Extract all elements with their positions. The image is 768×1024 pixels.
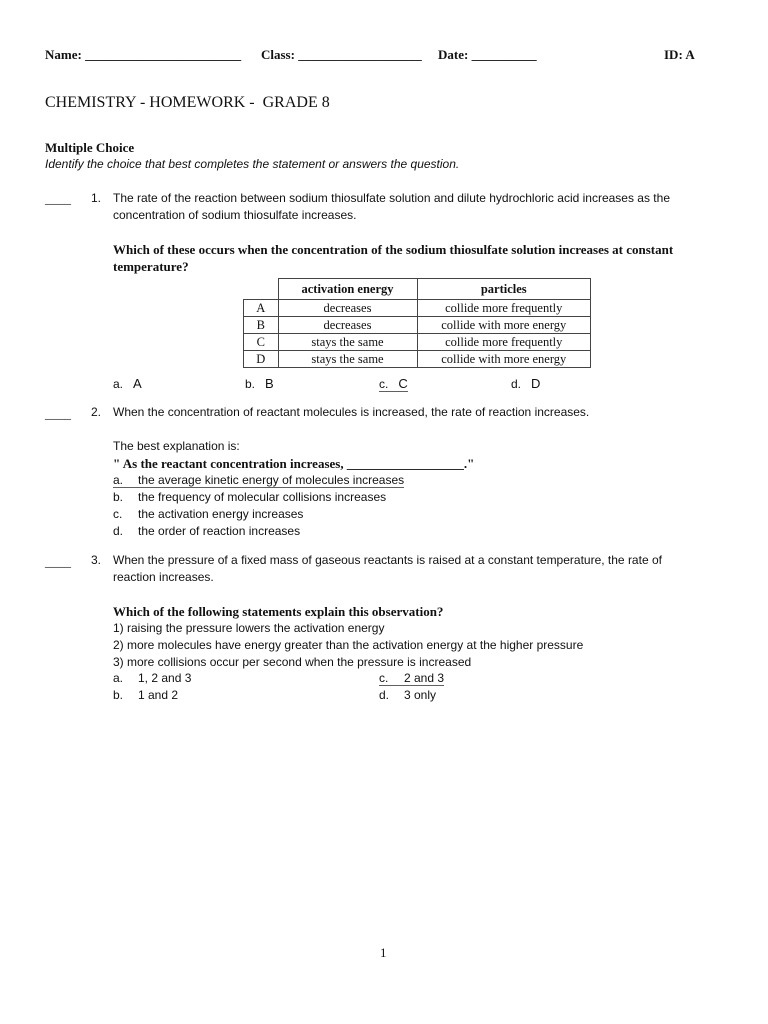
choice-c xyxy=(379,376,408,391)
question-number: 1. xyxy=(91,191,102,205)
choice-text: C xyxy=(398,376,408,391)
table-cell: collide with more energy xyxy=(417,317,591,334)
statement-item: 2) more molecules have energy greater than the activation energy at the higher pressure xyxy=(113,638,584,652)
choice-letter: b. xyxy=(245,377,256,391)
choice-letter: a. xyxy=(113,473,124,487)
page-number: 1 xyxy=(380,945,387,960)
table-row xyxy=(244,317,591,334)
question-stem: When the concentration of reactant molecules is increased, the rate of reaction increases. xyxy=(113,405,590,419)
table-cell: stays the same xyxy=(278,351,417,368)
choice-a xyxy=(113,376,142,391)
question-prompt: Which of the following statements explain this observation? xyxy=(113,604,444,619)
choice-text: 2 and 3 xyxy=(404,671,445,685)
statement-item: 1) raising the pressure lowers the activation energy xyxy=(113,621,385,635)
prompt-line: Which of these occurs when the concentration of the sodium thiosulfate solution increases at constant xyxy=(113,242,674,257)
choice-letter: a. xyxy=(113,377,124,391)
table-row xyxy=(244,334,591,351)
choice-a xyxy=(113,670,191,687)
table-cell: B xyxy=(244,317,279,334)
id-label: ID: xyxy=(664,47,683,62)
section-instructions: Identify the choice that best completes the statement or answers the question. xyxy=(45,157,460,171)
stem-line: When the pressure of a fixed mass of gaseous reactants is raised at a constant temperature, the rate of xyxy=(113,553,662,567)
choice-c xyxy=(379,670,444,687)
answer-marked xyxy=(379,671,444,686)
statement-item: 3) more collisions occur per second when the pressure is increased xyxy=(113,655,472,669)
name-label: Name: xyxy=(45,47,82,62)
date-label: Date: xyxy=(438,47,469,62)
table-cell: C xyxy=(244,334,279,351)
table-cell: A xyxy=(244,300,279,317)
choice-text: the frequency of molecular collisions increases xyxy=(138,490,387,504)
table-cell: stays the same xyxy=(278,334,417,351)
options-table xyxy=(243,278,591,368)
page-title: CHEMISTRY - HOMEWORK - GRADE 8 xyxy=(45,94,330,111)
choice-b xyxy=(113,687,178,704)
table-header-cell: particles xyxy=(417,279,591,300)
statement-list xyxy=(113,620,583,671)
choice-text: 1 and 2 xyxy=(138,688,179,702)
section-heading: Multiple Choice xyxy=(45,140,135,155)
table-header-row xyxy=(244,279,591,300)
table-row xyxy=(244,300,591,317)
choice-d xyxy=(511,376,540,391)
answer-marked xyxy=(113,473,404,488)
table-row xyxy=(244,351,591,368)
question-stem xyxy=(113,190,670,224)
choice-d xyxy=(113,523,300,540)
table-cell: D xyxy=(244,351,279,368)
choice-letter: a. xyxy=(113,671,124,685)
choice-letter: d. xyxy=(379,688,390,702)
question-prompt xyxy=(113,241,673,275)
choice-text: B xyxy=(265,376,274,391)
stem-line: The rate of the reaction between sodium thiosulfate solution and dilute hydrochloric acid increases as the xyxy=(113,191,670,205)
table-cell: collide more frequently xyxy=(417,334,591,351)
answer-blank: ____ xyxy=(45,554,71,569)
choice-letter: d. xyxy=(113,524,124,538)
answer-blank: ____ xyxy=(45,406,71,421)
class-label: Class: xyxy=(261,47,295,62)
explanation-intro: The best explanation is: xyxy=(113,439,240,453)
id-value: A xyxy=(685,47,695,62)
name-blank: ________________________ xyxy=(85,47,242,62)
choice-b xyxy=(113,489,386,506)
prompt-line: temperature? xyxy=(113,259,189,274)
choice-text: 1, 2 and 3 xyxy=(138,671,192,685)
choice-text: the activation energy increases xyxy=(138,507,304,521)
choice-c xyxy=(113,506,303,523)
date-blank: __________ xyxy=(471,47,537,62)
table-cell: collide with more energy xyxy=(417,351,591,368)
choice-text: 3 only xyxy=(404,688,437,702)
stem-line: reaction increases. xyxy=(113,570,214,584)
question-number: 2. xyxy=(91,405,102,419)
choice-text: A xyxy=(133,376,142,391)
explanation-prompt: " As the reactant concentration increases, __________________." xyxy=(113,456,475,471)
choice-letter: d. xyxy=(511,377,522,391)
question-number: 3. xyxy=(91,553,102,567)
question-stem xyxy=(113,552,662,586)
choice-letter: b. xyxy=(113,688,124,702)
table-cell: decreases xyxy=(278,300,417,317)
choice-letter: c. xyxy=(113,507,123,521)
choice-a xyxy=(113,472,404,489)
choice-text: D xyxy=(531,376,541,391)
answer-marked xyxy=(379,377,408,392)
choice-text: the average kinetic energy of molecules increases xyxy=(138,473,405,487)
choice-d xyxy=(379,687,436,704)
choice-letter: c. xyxy=(379,671,389,685)
choice-letter: b. xyxy=(113,490,124,504)
choice-letter: c. xyxy=(379,377,389,391)
table-cell: collide more frequently xyxy=(417,300,591,317)
table-header-cell xyxy=(244,279,279,300)
answer-blank: ____ xyxy=(45,191,71,206)
choice-text: the order of reaction increases xyxy=(138,524,301,538)
table-cell: decreases xyxy=(278,317,417,334)
table-header-cell: activation energy xyxy=(278,279,417,300)
choice-b xyxy=(245,376,274,391)
class-blank: ___________________ xyxy=(298,47,422,62)
stem-line: concentration of sodium thiosulfate increases. xyxy=(113,208,357,222)
